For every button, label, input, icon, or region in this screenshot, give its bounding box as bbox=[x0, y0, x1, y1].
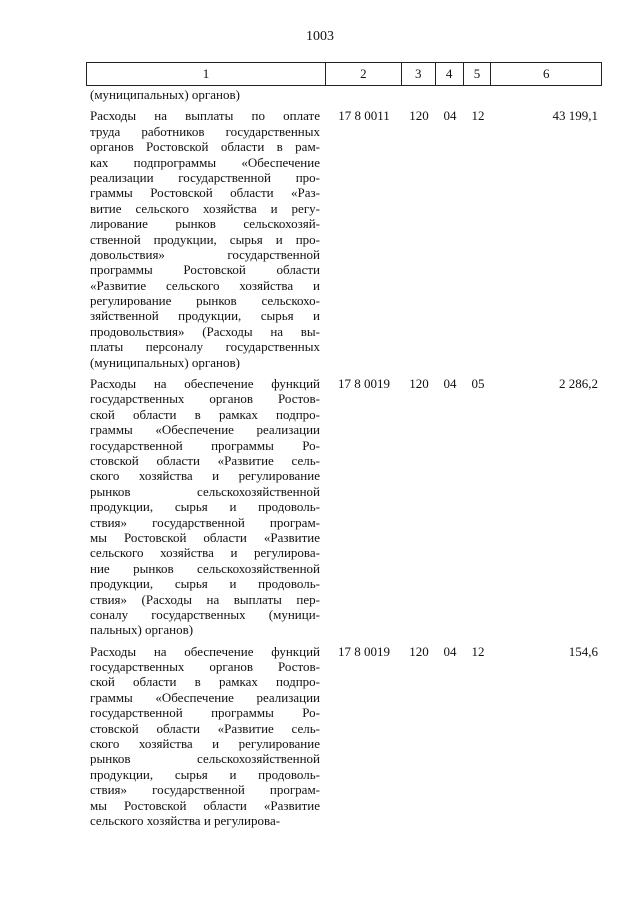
description-line: сельского хозяйства и регулирова- bbox=[90, 812, 281, 828]
description-line: граммы Ростовской области «Раз- bbox=[90, 185, 320, 201]
row-description bbox=[86, 644, 326, 829]
description-line: ствия» государственной програм- bbox=[90, 514, 320, 530]
description-line: программы Ростовской области bbox=[90, 262, 320, 278]
description-line: продукции, сырья и продоволь- bbox=[90, 499, 320, 515]
budget-table bbox=[86, 62, 602, 828]
expense-type-code: 120 bbox=[409, 643, 429, 659]
description-line: ского хозяйства и регулирование bbox=[90, 736, 320, 752]
description-line: сельского хозяйства и регулирова- bbox=[90, 545, 320, 561]
description-line: ственной продукции, сырья и про- bbox=[90, 231, 320, 247]
description-line: (муниципальных) органов) bbox=[90, 354, 240, 370]
table-row bbox=[86, 376, 602, 638]
amount-value: 2 286,2 bbox=[559, 376, 598, 392]
description-line: Расходы на обеспечение функций bbox=[90, 643, 320, 659]
description-line: довольствия» государственной bbox=[90, 246, 320, 262]
description-line: ского хозяйства и регулирование bbox=[90, 468, 320, 484]
row-description bbox=[86, 376, 326, 638]
description-line: органов Ростовской области в рам- bbox=[90, 139, 320, 155]
description-line: платы персоналу государственных bbox=[90, 339, 320, 355]
section-code: 04 bbox=[443, 376, 457, 392]
description-line: регулирование рынков сельскохо- bbox=[90, 293, 320, 309]
section-code: 04 bbox=[443, 643, 457, 659]
row-description bbox=[86, 108, 326, 370]
description-line: ние рынков сельскохозяйственной bbox=[90, 560, 320, 576]
target-article-code: 17 8 0019 bbox=[338, 376, 390, 392]
description-line: ствия» государственной програм- bbox=[90, 782, 320, 798]
header-col-2: 2 bbox=[326, 63, 402, 85]
description-line: продовольствия» (Расходы на вы- bbox=[90, 323, 320, 339]
description-line: мы Ростовской области «Развитие bbox=[90, 529, 320, 545]
row-description bbox=[86, 87, 326, 102]
description-line: «Развитие сельского хозяйства и bbox=[90, 277, 320, 293]
table-row bbox=[86, 108, 602, 370]
description-line: рынков сельскохозяйственной bbox=[90, 751, 320, 767]
description-line: Расходы на обеспечение функций bbox=[90, 376, 320, 392]
subsection-code: 12 bbox=[471, 643, 485, 659]
description-line: витие сельского хозяйства и регу- bbox=[90, 200, 320, 216]
expense-type-code: 120 bbox=[409, 376, 429, 392]
description-line: граммы «Обеспечение реализации bbox=[90, 689, 320, 705]
subsection-code: 05 bbox=[471, 376, 485, 392]
amount-value: 43 199,1 bbox=[552, 108, 598, 124]
table-header-row bbox=[86, 62, 602, 86]
subsection-code: 12 bbox=[471, 108, 485, 124]
description-line: соналу государственных (муници- bbox=[90, 606, 320, 622]
description-line: государственных органов Ростов- bbox=[90, 391, 320, 407]
description-line: продукции, сырья и продоволь- bbox=[90, 576, 320, 592]
amount-value: 154,6 bbox=[568, 643, 598, 659]
description-line: граммы «Обеспечение реализации bbox=[90, 422, 320, 438]
header-col-3: 3 bbox=[402, 63, 436, 85]
expense-type-code: 120 bbox=[409, 108, 429, 124]
description-line: стовской области «Развитие сель- bbox=[90, 720, 320, 736]
description-line: лирование рынков сельскохозяй- bbox=[90, 216, 320, 232]
target-article-code: 17 8 0019 bbox=[338, 643, 390, 659]
description-line: рынков сельскохозяйственной bbox=[90, 483, 320, 499]
table-row bbox=[86, 644, 602, 829]
description-line: пальных) органов) bbox=[90, 622, 194, 638]
description-line: ской области в рамках подпро- bbox=[90, 406, 320, 422]
table-body bbox=[86, 86, 602, 828]
target-article-code: 17 8 0011 bbox=[338, 108, 390, 124]
description-line: государственной программы Ро- bbox=[90, 705, 320, 721]
header-col-4: 4 bbox=[436, 63, 464, 85]
description-line: ской области в рамках подпро- bbox=[90, 674, 320, 690]
description-line: мы Ростовской области «Развитие bbox=[90, 797, 320, 813]
description-line: зяйственной продукции, сырья и bbox=[90, 308, 320, 324]
description-line: (муниципальных) органов) bbox=[90, 87, 240, 102]
table-row-continuation bbox=[86, 86, 602, 102]
header-col-1: 1 bbox=[87, 63, 326, 85]
description-line: реализации государственной про- bbox=[90, 169, 320, 185]
description-line: труда работников государственных bbox=[90, 123, 320, 139]
header-col-5: 5 bbox=[464, 63, 492, 85]
page-number: 1003 bbox=[306, 29, 334, 44]
description-line: ствия» (Расходы на выплаты пер- bbox=[90, 591, 320, 607]
header-col-6: 6 bbox=[542, 66, 550, 81]
section-code: 04 bbox=[443, 108, 457, 124]
description-line: государственных органов Ростов- bbox=[90, 659, 320, 675]
description-line: Расходы на выплаты по оплате bbox=[90, 108, 320, 124]
description-line: ках подпрограммы «Обеспечение bbox=[90, 154, 320, 170]
description-line: государственной программы Ро- bbox=[90, 437, 320, 453]
description-line: стовской области «Развитие сель- bbox=[90, 452, 320, 468]
description-line: продукции, сырья и продоволь- bbox=[90, 766, 320, 782]
